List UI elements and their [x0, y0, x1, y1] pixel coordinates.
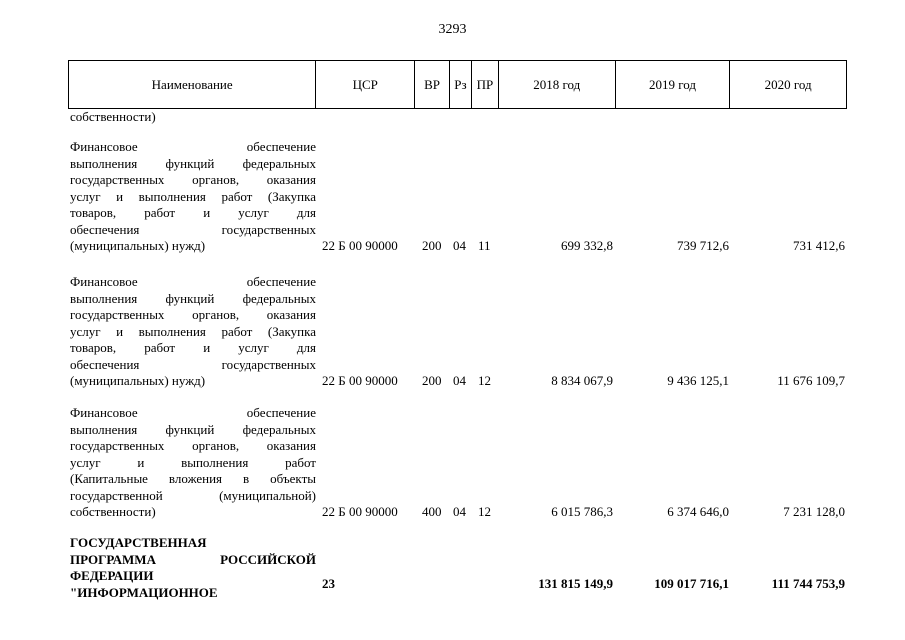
header-pr: ПР [472, 61, 499, 108]
description-line: государственных органов, оказания [70, 172, 316, 187]
cell-rz: 04 [453, 504, 466, 519]
cell-pr: 12 [478, 373, 491, 388]
cell-2019: 109 017 716,1 [654, 576, 729, 591]
header-name: Наименование [69, 61, 316, 108]
cell-pr: 12 [478, 504, 491, 519]
row-description [70, 274, 316, 390]
cell-csr: 22 Б 00 90000 [322, 504, 398, 519]
cell-2019: 739 712,6 [677, 238, 729, 253]
header-2019: 2019 год [616, 61, 731, 108]
description-line: обеспечения государственных [70, 221, 316, 237]
cell-rz: 04 [453, 373, 466, 388]
description-line: Финансовое обеспечение [70, 139, 316, 154]
cell-2018: 131 815 149,9 [538, 576, 613, 591]
description-line: ПРОГРАММА РОССИЙСКОЙ [70, 551, 316, 567]
description-line: услуг и выполнения работ [70, 454, 316, 470]
description-line: обеспечения государственных [70, 356, 316, 372]
header-csr: ЦСР [316, 61, 415, 108]
cell-2019: 9 436 125,1 [667, 373, 729, 388]
cell-csr: 22 Б 00 90000 [322, 238, 398, 253]
cell-2018: 8 834 067,9 [551, 373, 613, 388]
cell-2019: 6 374 646,0 [667, 504, 729, 519]
description-line: Финансовое обеспечение [70, 274, 316, 289]
cell-rz: 04 [453, 238, 466, 253]
cell-2020: 731 412,6 [793, 238, 845, 253]
cell-csr: 23 [322, 576, 335, 591]
description-line: государственных органов, оказания [70, 307, 316, 322]
description-line: товаров, работ и услуг для [70, 205, 316, 220]
description-line: (муниципальных) нужд) [70, 238, 206, 253]
cell-2020: 7 231 128,0 [783, 504, 845, 519]
description-line: выполнения функций федеральных [70, 155, 316, 171]
cell-2018: 699 332,8 [561, 238, 613, 253]
description-line: государственных органов, оказания [70, 438, 316, 453]
description-line: ФЕДЕРАЦИИ [70, 568, 154, 583]
page-number: 3293 [438, 22, 467, 37]
header-2020: 2020 год [764, 76, 812, 92]
description-line: услуг и выполнения работ (Закупка [70, 323, 316, 339]
description-line: выполнения функций федеральных [70, 290, 316, 306]
cell-pr: 11 [478, 238, 491, 253]
row-description [70, 405, 316, 521]
cell-2020: 11 676 109,7 [777, 373, 845, 388]
continuation-text: собственности) [70, 109, 156, 124]
cell-csr: 22 Б 00 90000 [322, 373, 398, 388]
description-line: государственной (муниципальной) [70, 487, 316, 503]
cell-vr: 200 [422, 238, 442, 253]
header-vr: ВР [415, 61, 450, 108]
description-line: товаров, работ и услуг для [70, 340, 316, 355]
description-line: (муниципальных) нужд) [70, 373, 206, 388]
cell-vr: 200 [422, 373, 442, 388]
table-header [68, 60, 847, 109]
description-line: услуг и выполнения работ (Закупка [70, 188, 316, 204]
row-description [70, 535, 316, 601]
cell-2018: 6 015 786,3 [551, 504, 613, 519]
header-2018: 2018 год [499, 61, 616, 108]
cell-vr: 400 [422, 504, 442, 519]
description-line: выполнения функций федеральных [70, 421, 316, 437]
description-line: (Капитальные вложения в объекты [70, 471, 316, 486]
description-line: "ИНФОРМАЦИОННОЕ [70, 584, 218, 600]
cell-2020: 111 744 753,9 [771, 576, 845, 591]
description-line: Финансовое обеспечение [70, 405, 316, 420]
description-line: ГОСУДАРСТВЕННАЯ [70, 535, 207, 550]
row-description [70, 139, 316, 255]
description-line: собственности) [70, 504, 156, 519]
header-rz: Рз [450, 61, 472, 108]
